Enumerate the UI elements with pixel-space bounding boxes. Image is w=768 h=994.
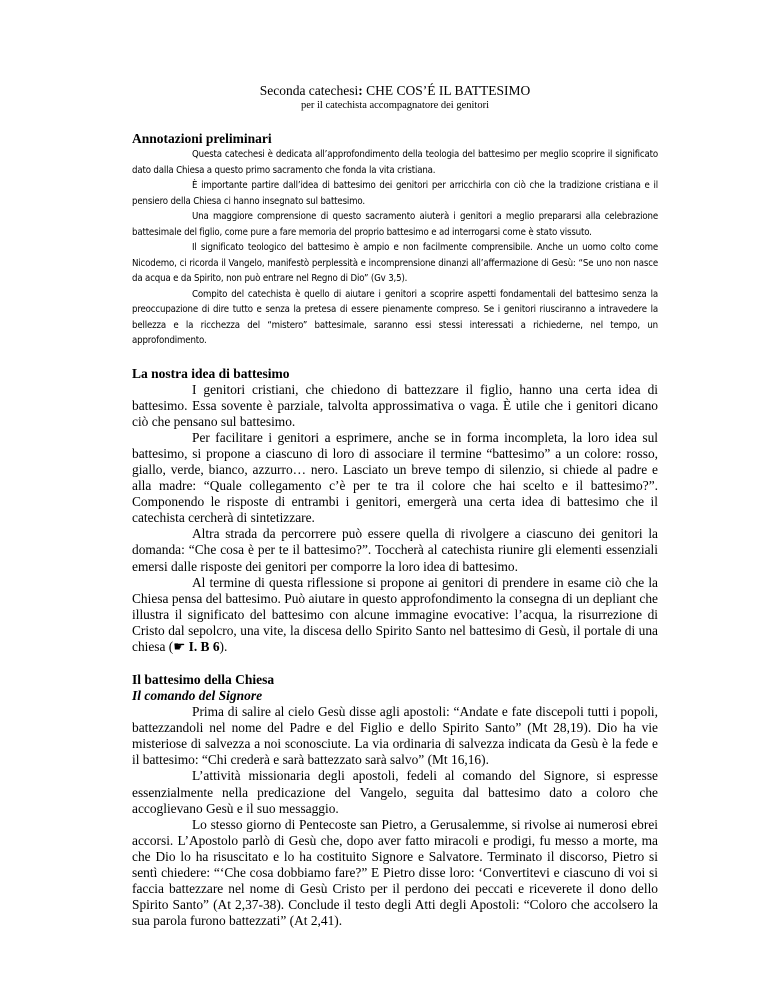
paragraph: È importante partire dall’idea di battesimo dei genitori per arricchirla con ciò che la tradizione cristiana e il pensiero della Chiesa ci hanno insegnato sul battesimo.: [132, 180, 658, 207]
section-gap: [132, 655, 658, 672]
document-title: [132, 82, 658, 99]
section-annotazioni: [132, 131, 658, 349]
section-heading-idea: La nostra idea di battesimo: [132, 365, 290, 381]
pointing-hand-icon: ☛: [173, 639, 186, 654]
document-page: [132, 82, 658, 929]
section-chiesa: [132, 672, 658, 929]
cross-reference: I. B 6: [185, 639, 220, 654]
paragraph: [132, 575, 658, 655]
paragraph-end: ).: [219, 639, 228, 654]
paragraph: Per facilitare i genitori a esprimere, anche se in forma incompleta, la loro idea sul battesimo, si propone a ciascuno di loro di associare il termine “battesimo” a un colore: rosso, giallo, verde, bianco, azzurro… nero. Lasciato un breve tempo di silenzio, si chiede al padre e alla madre: “Quale collegamento c’è per te tra il colore che hai scelto e il battesimo?”. Componendo le risposte di entrambi i genitori, emergerà una certa idea di battesimo che il catechista cercherà di sintetizzare.: [132, 429, 658, 526]
paragraph: I genitori cristiani, che chiedono di battezzare il figlio, hanno una certa idea di battesimo. Essa sovente è parziale, talvolta approssimativa o vaga. È utile che i genitori dicano ciò che pensano sul battesimo.: [132, 381, 658, 429]
paragraph: L’attività missionaria degli apostoli, fedeli al comando del Signore, si espresse essenzialmente nella predicazione del Vangelo, seguita dal battesimo dato a coloro che accoglievano Gesù e il suo messaggio.: [132, 768, 658, 816]
paragraph: Una maggiore comprensione di questo sacramento aiuterà i genitori a meglio prepararsi alla celebrazione battesimale del figlio, come pure a fare memoria del proprio battesimo e ad interrogarsi come è stato vissuto.: [132, 211, 658, 238]
section-gap: [132, 349, 658, 366]
subsection-heading: Il comando del Signore: [132, 688, 263, 704]
title-prefix: Seconda catechesi: [259, 83, 359, 98]
section-idea: [132, 366, 658, 656]
section-heading-annotazioni: Annotazioni preliminari: [132, 131, 272, 146]
paragraph: Altra strada da percorrere può essere quella di rivolgere a ciascuno dei genitori la domanda: “Che cosa è per te il battesimo?”. Toccherà al catechista riunire gli elementi essenziali emersi dalle risposte dei genitori per comporre la loro idea di battesimo.: [132, 526, 658, 574]
paragraph: Lo stesso giorno di Pentecoste san Pietro, a Gerusalemme, si rivolse ai numerosi ebrei accorsi. L’Apostolo parlò di Gesù che, dopo aver fatto miracoli e prodigi, fu messo a morte, ma che Dio lo ha risuscitato e lo ha costituito Signore e Salvatore. Terminato il discorso, Pietro si sentì chiedere: “‘Che cosa dobbiamo fare?” E Pietro disse loro: ‘Convertitevi e ciascuno di voi si faccia battezzare nel nome di Gesù Cristo per il perdono dei peccati e riceverete il dono dello Spirito Santo” (At 2,37-38). Conclude il testo degli Atti degli Apostoli: “Coloro che accolsero la sua parola furono battezzati” (At 2,41).: [132, 816, 658, 929]
paragraph: Il significato teologico del battesimo è ampio e non facilmente comprensibile. Anche un uomo colto come Nicodemo, ci ricorda il Vangelo, manifestò perplessità e incomprensione dinanzi all’affermazione di Gesù: “Se uno non nasce da acqua e da Spirito, non può entrare nel Regno di Dio” (Gv 3,5).: [132, 242, 658, 284]
paragraph-text: Al termine di questa riflessione si propone ai genitori di prendere in esame ciò che la Chiesa pensa del battesimo. Può aiutare in questo approfondimento la consegna di un depliant che illustra il significato del battesimo con alcune immagine evocative: l’acqua, la risurrezione di Cristo dal sepolcro, una vite, la discesa dello Spirito Santo nel battesimo di Gesù, il portale di una chiesa (: [132, 574, 658, 654]
section-heading-chiesa: Il battesimo della Chiesa: [132, 672, 275, 688]
document-subtitle: per il catechista accompagnatore dei genitori: [300, 100, 490, 111]
title-colon: :: [358, 83, 363, 98]
paragraph: Prima di salire al cielo Gesù disse agli apostoli: “Andate e fate discepoli tutti i popoli, battezzandoli nel nome del Padre e del Figlio e dello Spirito Santo” (Mt 28,19). Dio ha vie misteriose di salvezza a noi sconosciute. La via ordinaria di salvezza indicata da Gesù è la fede e il battesimo: “Chi crederà e sarà battezzato sarà salvo” (Mt 16,16).: [132, 704, 658, 768]
paragraph: Questa catechesi è dedicata all’approfondimento della teologia del battesimo per meglio scoprire il significato dato dalla Chiesa a questo primo sacramento che fonda la vita cristiana.: [132, 149, 658, 176]
paragraph: Compito del catechista è quello di aiutare i genitori a scoprire aspetti fondamentali del battesimo senza la preoccupazione di dire tutto e senza la pretesa di essere pienamente compreso. Se i genitori riusciranno a intravedere la bellezza e la ricchezza del “mistero” battesimale, saranno essi stessi interessati a richiederne, nel tempo, un approfondimento.: [132, 288, 658, 346]
title-main: CHE COS’É IL BATTESIMO: [362, 83, 531, 98]
